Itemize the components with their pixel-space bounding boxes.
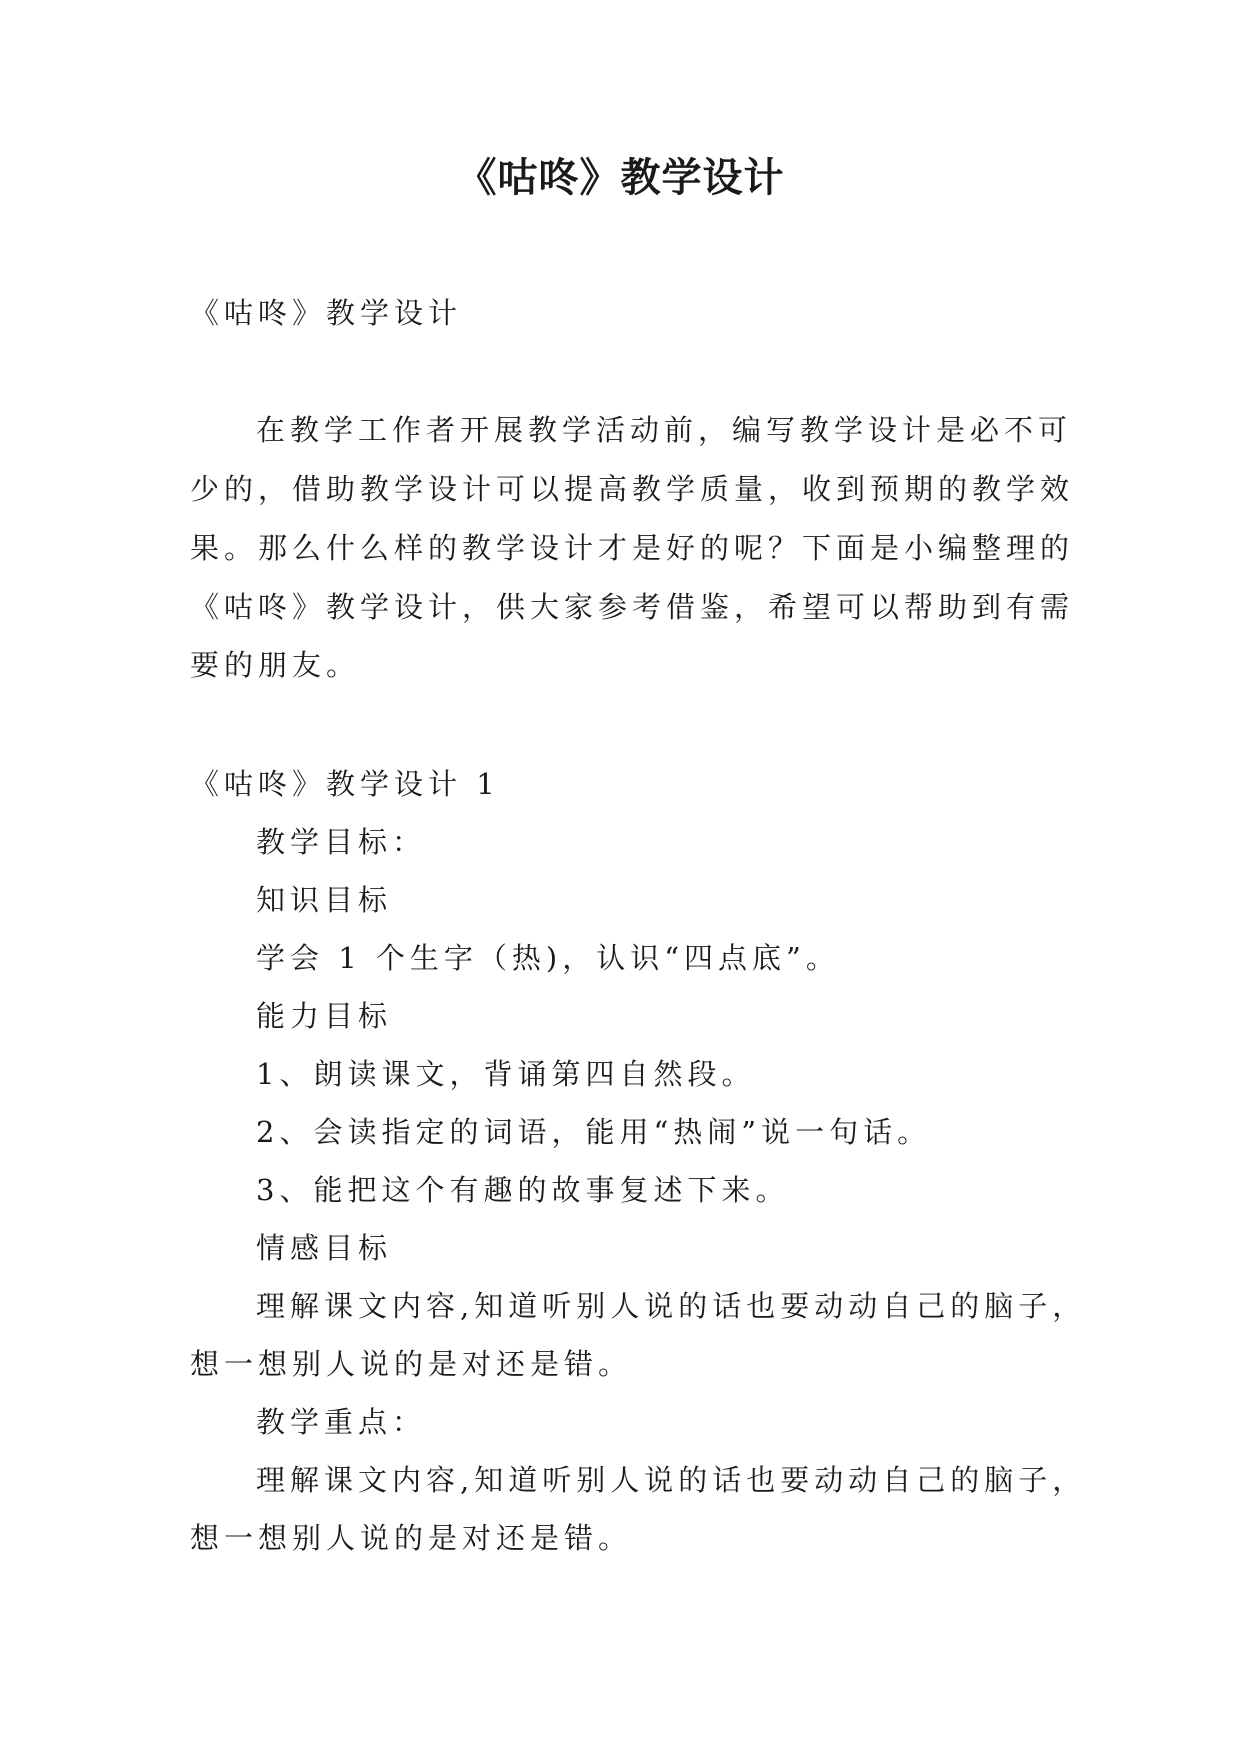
emotion-line: 想一想别人说的是对还是错。 [190, 1347, 633, 1381]
emotion-line: 理解课文内容,知道听别人说的话也要动动自己的脑子， [256, 1289, 1087, 1323]
knowledge-item: 学会 1 个生字（热)，认识“四点底”。 [256, 941, 840, 975]
intro-line: 要的朋友。 [190, 648, 361, 682]
ability-label: 能力目标 [256, 999, 393, 1033]
ability-item: 3、能把这个有趣的故事复述下来。 [256, 1173, 790, 1207]
intro-line: 在教学工作者开展教学活动前，编写教学设计是必不可 [256, 413, 1073, 447]
section-heading: 《咕咚》教学设计 1 [190, 767, 500, 801]
document-subtitle: 《咕咚》教学设计 [190, 296, 463, 330]
ability-item: 1、朗读课文，背诵第四自然段。 [256, 1057, 756, 1091]
intro-line: 《咕咚》教学设计，供大家参考借鉴，希望可以帮助到有需 [190, 590, 1075, 624]
key-line: 理解课文内容,知道听别人说的话也要动动自己的脑子， [256, 1463, 1087, 1497]
ability-item: 2、会读指定的词语，能用“热闹”说一句话。 [256, 1115, 932, 1149]
goals-label: 教学目标： [256, 825, 427, 859]
key-line: 想一想别人说的是对还是错。 [190, 1521, 633, 1555]
key-label: 教学重点： [256, 1405, 427, 1439]
document-title: 《咕咚》教学设计 [456, 155, 785, 201]
knowledge-label: 知识目标 [256, 883, 393, 917]
intro-line: 果。那么什么样的教学设计才是好的呢？下面是小编整理的 [190, 531, 1075, 565]
intro-line: 少的，借助教学设计可以提高教学质量，收到预期的教学效 [190, 472, 1075, 506]
emotion-label: 情感目标 [256, 1231, 393, 1265]
